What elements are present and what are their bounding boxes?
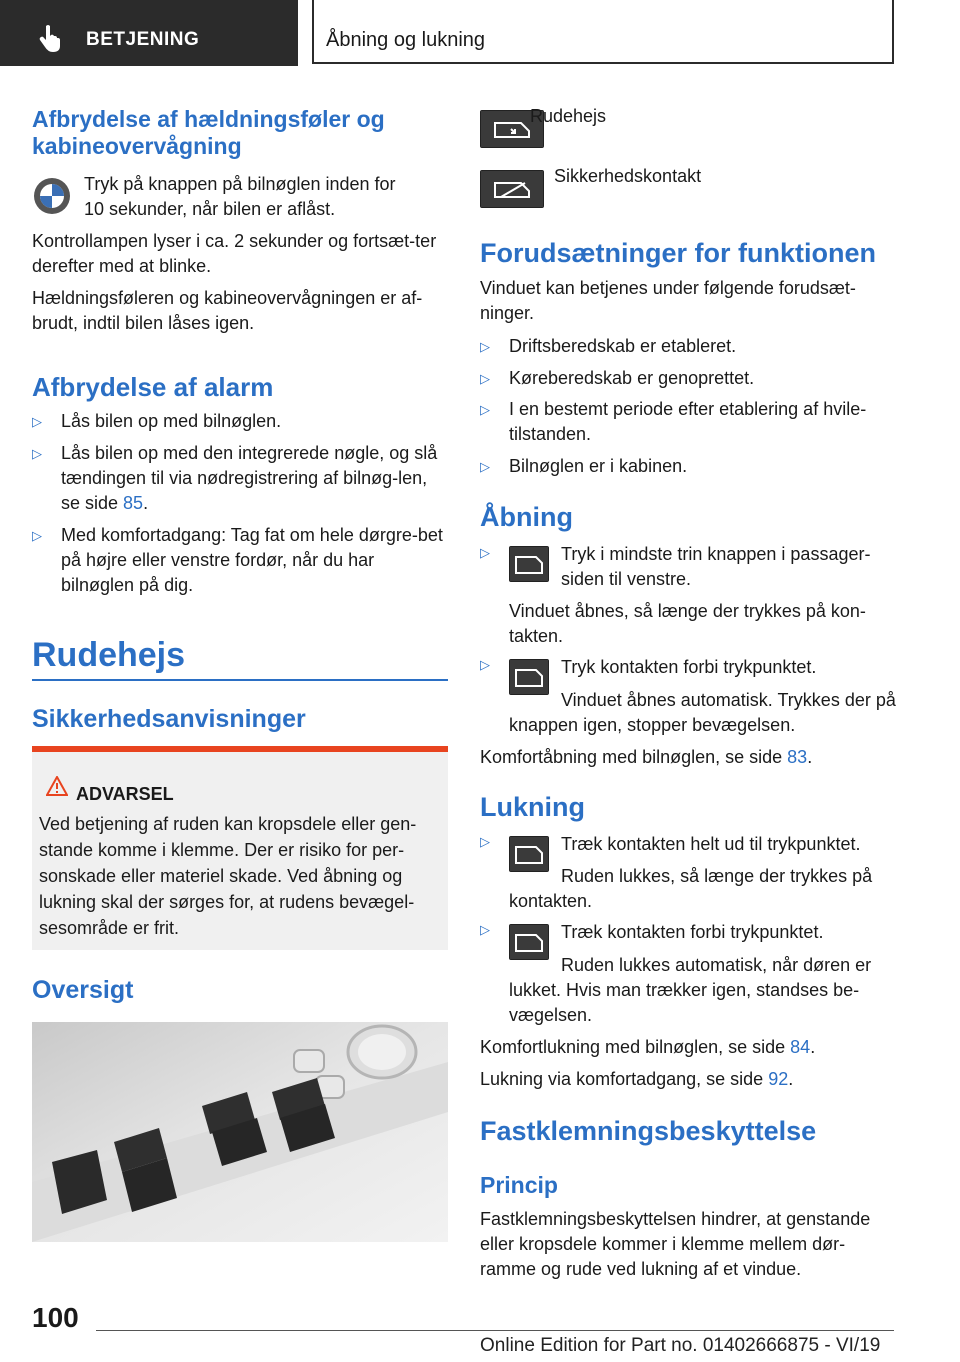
close-access-text: Lukning via komfortadgang, se side 92. [480, 1069, 794, 1089]
list-item: ▷ Bilnøglen er i kabinen. [480, 454, 896, 479]
heading-rule [32, 679, 448, 681]
bullet-icon: ▷ [480, 834, 490, 849]
legend-rudehejs: Rudehejs [530, 106, 607, 126]
list-item: ▷ Driftsberedskab er etableret. [480, 334, 896, 359]
prereq-text: Vinduet kan betjenes under følgende forudsæt-ninger. [480, 278, 856, 323]
heading-rudehejs: Rudehejs [32, 636, 186, 674]
page-link[interactable]: 83 [787, 747, 808, 767]
open-comfort-text: Komfortåbning med bilnøglen, se side 83. [480, 747, 813, 767]
section-title: BETJENING [86, 29, 200, 50]
window-switch-icon [509, 546, 549, 582]
list-item-text-main: Lås bilen op med den integrerede nøgle, og slå tændingen til via nødregistrering af bilnøg-len, se side [61, 443, 438, 513]
heading-overview: Oversigt [32, 976, 134, 1004]
list-item-text [61, 441, 448, 516]
heading-open: Åbning [480, 502, 573, 532]
page-link[interactable]: 85 [123, 493, 144, 513]
legend-safety: Sikkerhedskontakt [554, 166, 702, 186]
tilt-text-1b: 10 sekunder, når bilen er aflåst. [84, 199, 336, 219]
close-access-label: Lukning via komfortadgang, se side [480, 1069, 769, 1089]
footer-rule [96, 1330, 894, 1331]
open-text-1a: Tryk i mindste trin knappen i passager- [561, 544, 871, 564]
heading-tilt: Afbrydelse af hældningsføler og kabineovervågning [32, 106, 385, 159]
list-item-text: Køreberedskab er genoprettet. [509, 368, 755, 388]
close-text-1a: Træk kontakten helt ud til trykpunktet. [561, 834, 861, 854]
list-item-text: Lås bilen op med bilnøglen. [61, 411, 282, 431]
heading-principle: Princip [480, 1172, 558, 1198]
topic-title: Åbning og lukning [326, 29, 486, 51]
hand-icon [38, 24, 62, 52]
warning-box [32, 746, 448, 950]
open-text-1c: Vinduet åbnes, så længe der trykkes på kon-takten. [509, 601, 866, 646]
tilt-text-3: Hældningsføleren og kabineovervågningen er af-brudt, indtil bilen låses igen. [32, 288, 423, 333]
safety-switch-icon [480, 170, 544, 208]
list-item-text: Bilnøglen er i kabinen. [509, 456, 688, 476]
warning-text: Ved betjening af ruden kan kropsdele eller gen-stande komme i klemme. Der er risiko for per-sonskade eller materiel skade. Ved åbning og lukning skal der sørges for, at rudens bevægel-sesområde er frit. [39, 814, 417, 938]
page-number: 100 [32, 1302, 79, 1333]
close-text-2b: Ruden lukkes automatisk, når døren er lukket. Hvis man trækker igen, standses be-vægelsen. [509, 955, 872, 1025]
heading-safety: Sikkerhedsanvisninger [32, 705, 306, 733]
bullet-icon: ▷ [480, 545, 490, 560]
list-item: ▷ Lås bilen op med den integrerede nøgle, og slå tændingen til via nødregistrering af bilnøg-len, se side 85. [32, 441, 448, 516]
page-link[interactable]: 92 [768, 1069, 789, 1089]
page-header [0, 0, 960, 66]
open-text-2a: Tryk kontakten forbi trykpunktet. [561, 657, 817, 677]
close-comfort-text: Komfortlukning med bilnøglen, se side 84. [480, 1037, 816, 1057]
open-comfort-label: Komfortåbning med bilnøglen, se side [480, 747, 788, 767]
warning-triangle-icon [46, 776, 68, 796]
principle-text: Fastklemningsbeskyttelsen hindrer, at genstande eller kropsdele kommer i klemme mellem dør-ramme og rude ved lukning af et vindue. [480, 1209, 871, 1279]
bullet-icon: ▷ [480, 922, 490, 937]
topic-tab [312, 0, 894, 64]
warning-title: ADVARSEL [76, 784, 174, 804]
heading-prereq: Forudsætninger for funktionen [480, 238, 876, 268]
list-item-text: I en bestemt periode efter etablering af hvile-tilstanden. [509, 399, 867, 444]
heading-close: Lukning [480, 792, 585, 822]
section-tab [0, 0, 298, 66]
heading-pinch: Fastklemningsbeskyttelse [480, 1116, 817, 1146]
list-item: ▷ I en bestemt periode efter etablering af hvile-tilstanden. [480, 397, 896, 447]
list-item-text: Driftsberedskab er etableret. [509, 336, 737, 356]
list-item: ▷ Lås bilen op med bilnøglen. [32, 409, 448, 434]
close-text-1b: Ruden lukkes, så længe der trykkes på kontakten. [509, 866, 873, 911]
list-item: ▷ Køreberedskab er genoprettet. [480, 366, 896, 391]
bullet-icon: ▷ [480, 657, 490, 672]
open-text-1b: siden til venstre. [561, 569, 692, 589]
close-comfort-label: Komfortlukning med bilnøglen, se side [480, 1037, 791, 1057]
list-item: ▷ Med komfortadgang: Tag fat om hele dørgre-bet på højre eller venstre fordør, når du har bilnøglen på dig. [32, 523, 448, 598]
edition-text: Online Edition for Part no. 01402666875 - VI/19 [480, 1335, 881, 1356]
bmw-key-icon [32, 176, 72, 216]
open-text-2b: Vinduet åbnes automatisk. Trykkes der på knappen igen, stopper bevægelsen. [509, 690, 896, 735]
tilt-text-1a: Tryk på knappen på bilnøglen inden for [84, 174, 396, 194]
tilt-text-2: Kontrollampen lyser i ca. 2 sekunder og fortsæt-ter derefter med at blinke. [32, 231, 437, 276]
list-item-text: Med komfortadgang: Tag fat om hele dørgre-bet på højre eller venstre fordør, når du har bilnøglen på dig. [61, 525, 443, 595]
heading-alarm: Afbrydelse af alarm [32, 372, 274, 402]
overview-image [32, 1022, 448, 1242]
page-link[interactable]: 84 [790, 1037, 811, 1057]
close-text-2a: Træk kontakten forbi trykpunktet. [561, 922, 824, 942]
list-item-end: . [143, 493, 149, 513]
